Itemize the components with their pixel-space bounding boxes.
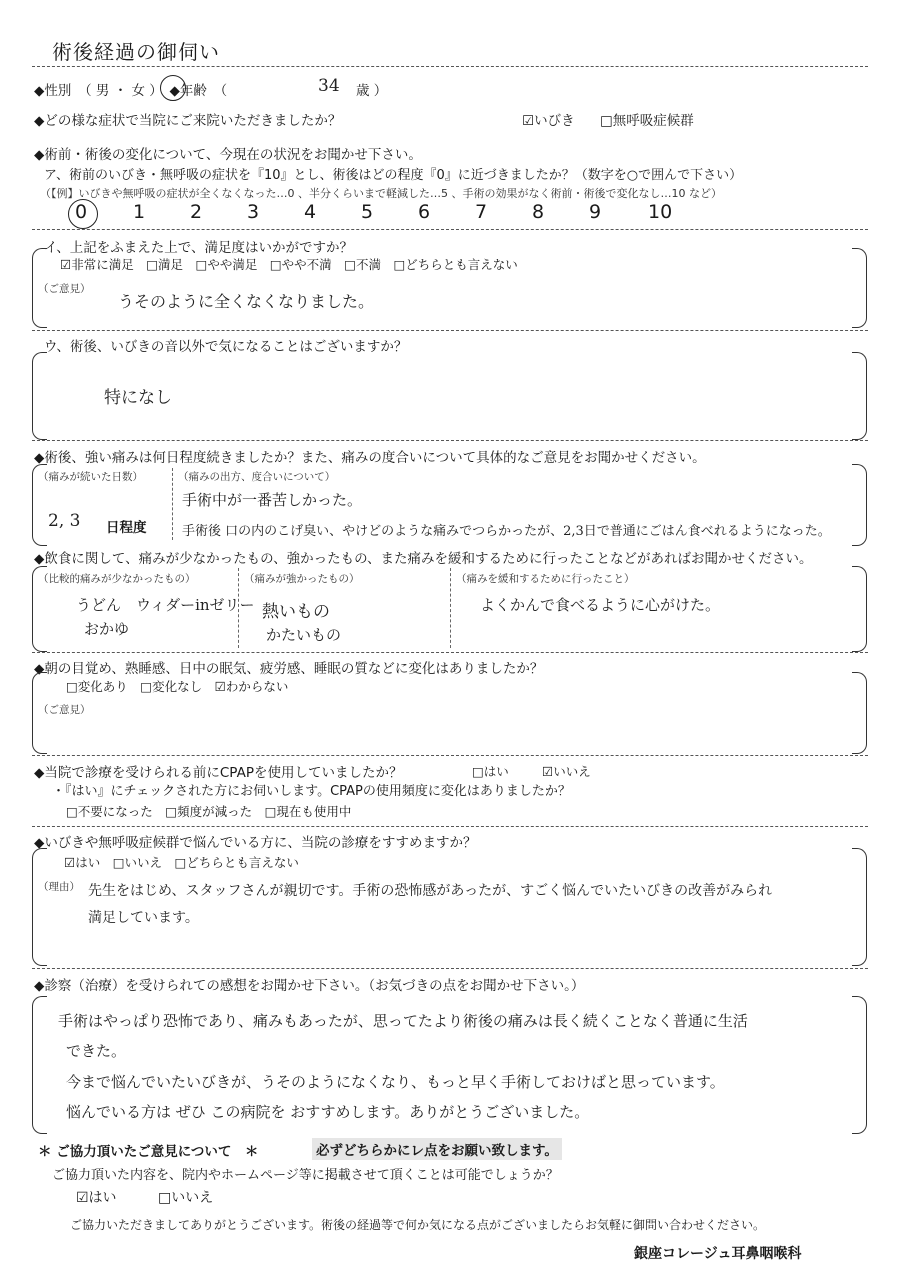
impression-line-2: できた。 (66, 1042, 127, 1060)
change-question: ◆術前・術後の変化について、今現在の状況をお聞かせ下さい。 (34, 147, 422, 163)
bracket-left (32, 848, 47, 966)
divider-3 (32, 440, 868, 441)
morning-options[interactable]: □変化あり □変化なし ☑わからない (66, 679, 289, 694)
pain-column-divider (172, 468, 173, 540)
symptom-snoring-checkbox[interactable]: ☑いびき (522, 113, 575, 129)
food-strong-1: 熱いもの (262, 602, 330, 622)
question-u-answer: 特になし (104, 388, 172, 408)
bracket-right (852, 248, 867, 328)
scale-option-1[interactable]: 1 (133, 201, 146, 223)
divider-1 (32, 229, 868, 230)
food-relief: よくかんで食べるように心がけた。 (480, 596, 721, 614)
pain-degree-label: （痛みの出方、度合いについて） (178, 471, 336, 483)
bracket-right (852, 352, 867, 440)
food-less-1: うどん ウィダーinゼリー (76, 596, 255, 614)
divider-6 (32, 826, 868, 827)
divider-7 (32, 968, 868, 969)
scale-option-8[interactable]: 8 (532, 201, 545, 223)
reason-label: （理由） (38, 881, 80, 893)
cpap-yes-checkbox[interactable]: □はい (472, 764, 509, 779)
recommend-question: ◆いびきや無呼吸症候群で悩んでいる方に、当院の診療をすすめますか？ (34, 835, 477, 851)
gender-female-circle (160, 75, 186, 101)
pain-days-value: 2, 3 (48, 511, 81, 531)
impression-line-4: 悩んでいる方は ぜひ この病院を おすすめします。ありがとうございました。 (66, 1103, 590, 1121)
consent-yes-checkbox[interactable]: ☑はい (76, 1190, 117, 1206)
pain-days-unit: 日程度 (106, 520, 147, 536)
morning-opinion-label: （ご意見） (38, 704, 91, 716)
impression-question: ◆診察（治療）を受けられての感想をお聞かせ下さい。（お気づきの点をお聞かせ下さい。） (34, 978, 585, 994)
bracket-right (852, 848, 867, 966)
thanks-message: ご協力いただきましてありがとうございます。術後の経過等で何か気になる点がございましたらお気軽に御問い合わせください。 (70, 1218, 766, 1232)
food-less-2: おかゆ (84, 620, 130, 638)
morning-question: ◆朝の目覚め、熟睡感、日中の眠気、疲労感、睡眠の質などに変化はありましたか？ (34, 661, 544, 677)
question-a: ア、術前のいびき・無呼吸の症状を『10』とし、術後はどの程度『0』に近づきましたか？（数字を○で囲んで下さい） (44, 168, 743, 183)
cpap-no-checkbox[interactable]: ☑いいえ (542, 764, 591, 779)
food-strong-label: （痛みが強かったもの） (244, 573, 360, 585)
scale-option-10[interactable]: 10 (648, 201, 673, 223)
impression-line-3: 今まで悩んでいたいびきが、うそのようになくなり、もっと早く手術しておけばと思っています。 (66, 1073, 725, 1091)
food-less-label: （比較的痛みが少なかったもの） (38, 573, 196, 585)
selected-scale-circle (68, 199, 98, 229)
bracket-right (852, 464, 867, 546)
clinic-name: 銀座コレージュ耳鼻咽喉科 (634, 1246, 802, 1262)
impression-line-1: 手術はやっぱり恐怖であり、痛みもあったが、思ってたより術後の痛みは長く続くことなく普通に生活 (58, 1012, 748, 1030)
symptom-question: ◆どの様な症状で当院にご来院いただきましたか？ (34, 113, 342, 129)
scale-option-9[interactable]: 9 (589, 201, 602, 223)
consent-heading: ＊ ご協力頂いたご意見について ＊ (38, 1144, 259, 1160)
age-value: 34 (318, 76, 340, 96)
food-question: ◆飲食に関して、痛みが少なかったもの、強かったもの、また痛みを緩和するために行ったことなどがあればお聞かせください。 (34, 551, 813, 567)
title-divider (32, 66, 868, 67)
consent-no-checkbox[interactable]: □いいえ (158, 1190, 214, 1206)
consent-question: ご協力頂いた内容を、院内やホームページ等に掲載させて頂くことは可能でしょうか？ (52, 1168, 559, 1183)
consent-must-note: 必ずどちらかにレ点をお願い致します。 (312, 1138, 562, 1160)
pain-description-1: 手術中が一番苦しかった。 (182, 491, 363, 509)
opinion-label: （ご意見） (38, 283, 91, 295)
scale-option-4[interactable]: 4 (304, 201, 317, 223)
cpap-question: ◆当院で診療を受けられる前にCPAPを使用していましたか？ (34, 765, 403, 781)
food-relief-label: （痛みを緩和するために行ったこと） (456, 573, 635, 585)
question-u: ウ、術後、いびきの音以外で気になることはございますか？ (44, 339, 408, 355)
symptom-apnea-checkbox[interactable]: □無呼吸症候群 (600, 113, 694, 129)
reason-line-1: 先生をはじめ、スタッフさんが親切です。手術の恐怖感があったが、すごく悩んでいたいびきの改善がみられ (88, 883, 773, 899)
question-a-example: （【例】いびきや無呼吸の症状が全くなくなった…0 、半分くらいまで軽減した…5 、手術の効果がなく術前・術後で変化なし…10 など） (40, 187, 722, 200)
food-column-divider-2 (450, 568, 451, 648)
bracket-right (852, 672, 867, 754)
age-unit: 歳 ） (356, 83, 388, 99)
question-i: イ、上記をふまえた上で、満足度はいかがですか？ (44, 240, 354, 256)
bracket-right (852, 566, 867, 652)
pain-question: ◆術後、強い痛みは何日程度続きましたか？また、痛みの度合いについて具体的なご意見をお聞かせください。 (34, 450, 706, 466)
gender-age-question: ◆性別 （ 男 ・ 女 ） ◆年齢 （ (34, 83, 228, 99)
cpap-frequency-question: ・『はい』にチェックされた方にお伺いします。CPAPの使用頻度に変化はありましたか？ (52, 784, 571, 799)
pain-days-label: （痛みが続いた日数） (38, 471, 143, 483)
scale-option-5[interactable]: 5 (361, 201, 374, 223)
satisfaction-options[interactable]: ☑非常に満足 □満足 □やや満足 □やや不満 □不満 □どちらとも言えない (60, 257, 518, 272)
cpap-frequency-options[interactable]: □不要になった □頻度が減った □現在も使用中 (66, 804, 352, 819)
divider-4 (32, 652, 868, 653)
pain-description-2: 手術後 口の内のこげ臭い、やけどのような痛みでつらかったが、2,3日で普通にごはん食べれるようになった。 (182, 524, 831, 539)
divider-5 (32, 755, 868, 756)
bracket-left (32, 996, 47, 1134)
page-title: 術後経過の御伺い (52, 40, 220, 64)
food-strong-2: かたいもの (266, 626, 342, 644)
scale-option-7[interactable]: 7 (475, 201, 488, 223)
scale-option-2[interactable]: 2 (190, 201, 203, 223)
reason-line-2: 満足しています。 (88, 910, 199, 926)
bracket-right (852, 996, 867, 1134)
scale-option-6[interactable]: 6 (418, 201, 431, 223)
scale-option-0[interactable]: 0 (75, 201, 88, 223)
scale-option-3[interactable]: 3 (247, 201, 260, 223)
recommend-options[interactable]: ☑はい □いいえ □どちらとも言えない (64, 855, 299, 870)
divider-2 (32, 330, 868, 331)
satisfaction-comment: うそのように全くなくなりました。 (118, 292, 375, 311)
bracket-left (32, 352, 47, 440)
